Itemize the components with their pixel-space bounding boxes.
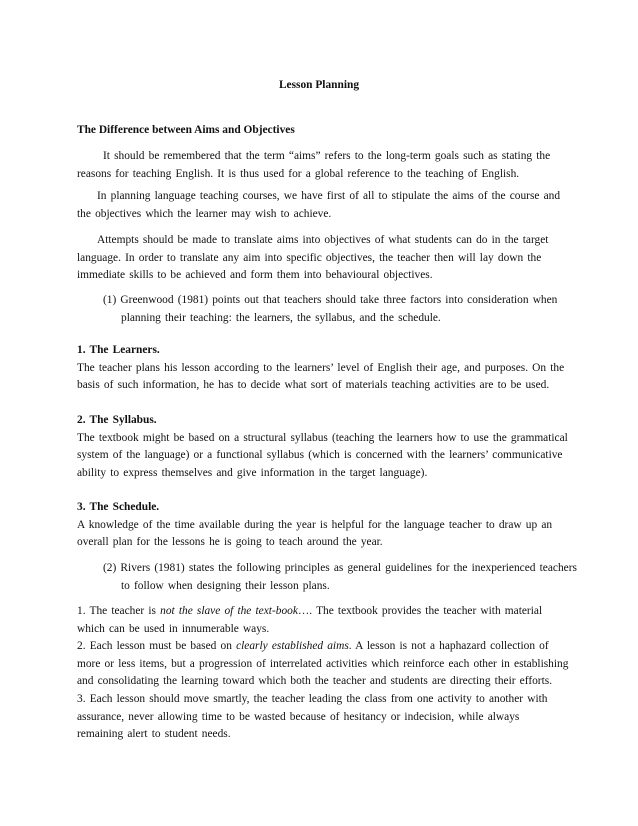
section-learners <box>77 342 569 395</box>
section-body: A knowledge of the time available during the year is helpful for the language teacher to draw up an overall plan for the lessons he is going to teach around the year. <box>77 518 553 549</box>
principle-item <box>77 603 569 638</box>
principle-text: …. The textbook provides the teacher with material which can be used in innumerable ways. <box>77 605 543 635</box>
principle-item <box>77 638 569 691</box>
section-body: The teacher plans his lesson according to the learners’ level of English their age, and purposes. On the basis of such information, he has to decide what sort of materials teaching activities are to be used. <box>77 361 565 392</box>
section-body: The textbook might be based on a structural syllabus (teaching the learners how to use the grammatical system of the language) or a functional syllabus (which is concerned with the learners’ communicative ability to express themselves and give information in the target language). <box>77 431 568 479</box>
principle-text: . A lesson is not a haphazard collection of more or less items, but a progression of interrelated activities which reinforce each other in establishing and consolidating the learning toward which both the teacher and students are directing their efforts. <box>77 640 569 688</box>
principle-text: 1. The teacher is <box>77 605 161 617</box>
section-schedule <box>77 499 569 552</box>
rivers-point: (2) Rivers (1981) states the following principles as general guidelines for the inexperienced teachers to follow when designing their lesson plans. <box>103 562 577 592</box>
principle-item <box>77 691 569 744</box>
section-heading: 1. The Learners. <box>77 344 160 356</box>
greenwood-point: (1) Greenwood (1981) points out that teachers should take three factors into consideration when planning their teaching: the learners, the syllabus, and the schedule. <box>103 294 558 324</box>
principle-emphasis: clearly established aims <box>236 640 349 653</box>
principle-text: 3. Each lesson should move smartly, the teacher leading the class from one activity to another with assurance, never allowing time to be wasted because of hesitancy or indecision, while always remaining alert to student needs. <box>77 692 548 741</box>
intro-paragraph-3: Attempts should be made to translate aims into objectives of what students can do in the target language. In order to translate any aim into specific objectives, the teacher then will lay down the immediate skills to be achieved and form them into behavioural objectives. <box>77 234 549 282</box>
section-heading: 3. The Schedule. <box>77 501 160 513</box>
intro-paragraph-1: It should be remembered that the term “aims” refers to the long-term goals such as stating the reasons for teaching English. It is thus used for a global reference to the teaching of English. <box>77 150 551 180</box>
main-heading: The Difference between Aims and Objectives <box>77 124 295 136</box>
intro-paragraph-2: In planning language teaching courses, we have first of all to stipulate the aims of the course and the objectives which the learner may wish to achieve. <box>77 190 561 220</box>
page-title: Lesson Planning <box>278 79 360 91</box>
principle-emphasis: not the slave of the text-book <box>160 605 298 617</box>
section-heading: 2. The Syllabus. <box>77 414 157 426</box>
section-syllabus <box>77 412 569 482</box>
principle-text: 2. Each lesson must be based on <box>77 640 237 653</box>
principles-list <box>77 603 569 744</box>
